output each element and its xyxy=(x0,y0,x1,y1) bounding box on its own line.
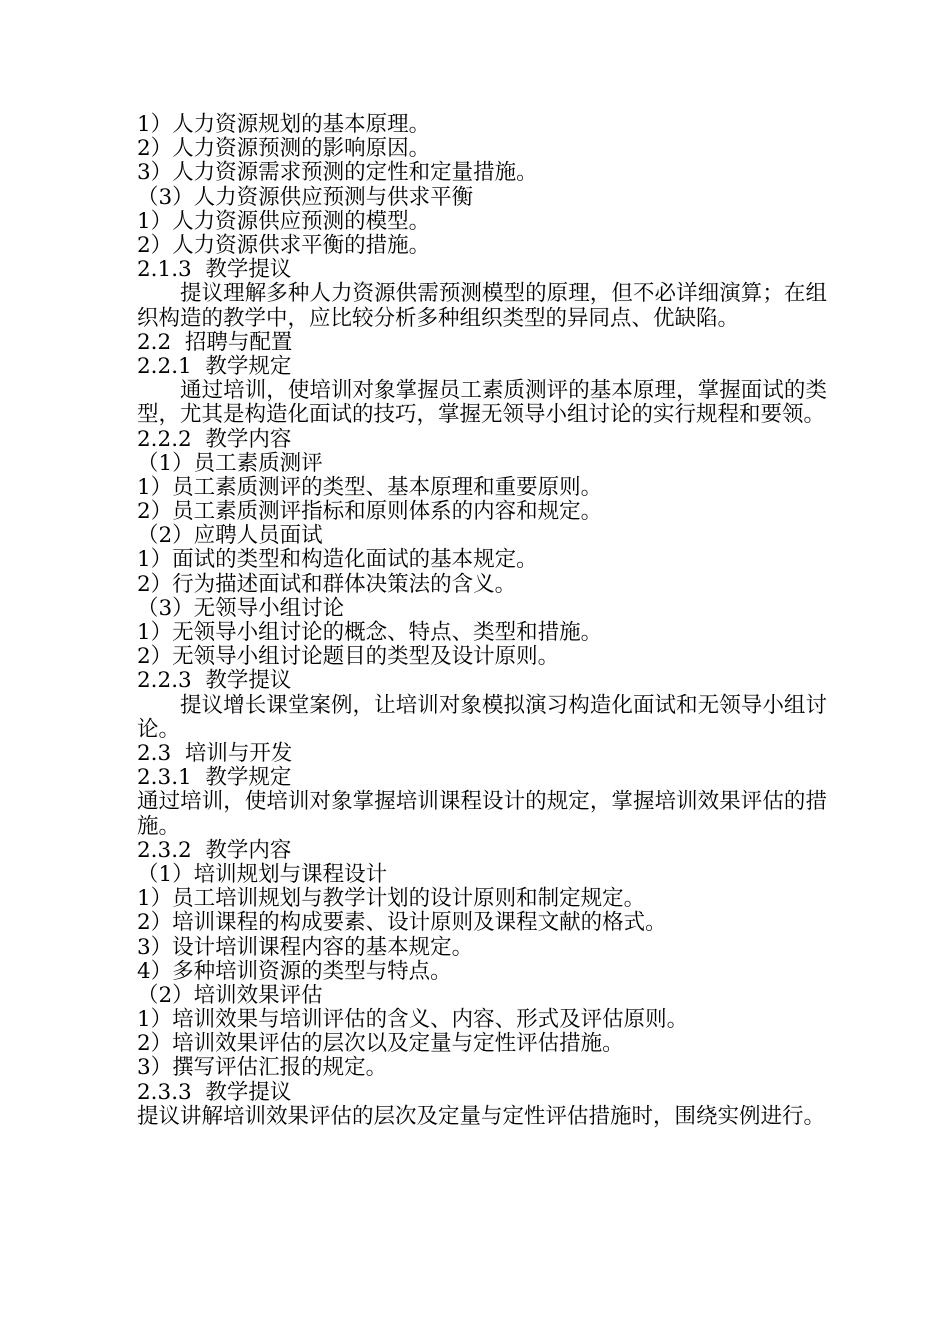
list-item: 2）员工素质测评指标和原则体系的内容和规定。 xyxy=(137,499,603,525)
section-heading: 2.3.2 教学内容 xyxy=(137,837,292,863)
list-item: 1）无领导小组讨论的概念、特点、类型和措施。 xyxy=(137,620,603,645)
section-heading: 2.2.2 教学内容 xyxy=(137,426,292,452)
list-item: 2）培训课程的构成要素、设计原则及课程文献的格式。 xyxy=(137,910,667,936)
list-item: 1）培训效果与培训评估的含义、内容、形式及评估原则。 xyxy=(137,1007,689,1033)
list-item: 1）人力资源供应预测的模型。 xyxy=(137,208,431,234)
subsection-heading: （1）培训规划与课程设计 xyxy=(137,861,388,887)
list-item: 4）多种培训资源的类型与特点。 xyxy=(137,958,452,984)
section-heading: 2.2.3 教学提议 xyxy=(137,668,292,694)
subsection-heading: （2）应聘人员面试 xyxy=(137,523,323,549)
list-item: 1）员工培训规划与教学计划的设计原则和制定规定。 xyxy=(137,886,646,912)
section-heading: 2.2.1 教学规定 xyxy=(137,353,292,379)
subsection-heading: （3）无领导小组讨论 xyxy=(137,595,345,621)
list-item: 3）撰写评估汇报的规定。 xyxy=(137,1055,388,1081)
body-paragraph: 通过培训，使培训对象掌握培训课程设计的规定，掌握培训效果评估的措施。 xyxy=(137,789,827,839)
list-item: 2）人力资源供求平衡的措施。 xyxy=(137,232,431,258)
subsection-heading: （1）员工素质测评 xyxy=(137,450,323,476)
list-item: 1）人力资源规划的基本原理。 xyxy=(137,112,431,137)
document-page xyxy=(137,113,827,1129)
list-item: 2）行为描述面试和群体决策法的含义。 xyxy=(137,571,517,597)
subsection-heading: （2）培训效果评估 xyxy=(137,982,323,1008)
list-item: 3）人力资源需求预测的定性和定量措施。 xyxy=(137,160,538,186)
body-paragraph: 提议讲解培训效果评估的层次及定量与定性评估措施时，围绕实例进行。 xyxy=(137,1103,826,1129)
body-paragraph: 提议理解多种人力资源供需预测模型的原理，但不必详细演算；在组织构造的教学中，应比较分析多种组织类型的异同点、优缺陷。 xyxy=(137,281,827,331)
list-item: 2）培训效果评估的层次以及定量与定性评估措施。 xyxy=(137,1031,624,1057)
section-heading: 2.3 培训与开发 xyxy=(137,740,293,766)
body-paragraph: 提议增长课堂案例，让培训对象模拟演习构造化面试和无领导小组讨论。 xyxy=(137,692,827,742)
section-heading: 2.3.3 教学提议 xyxy=(137,1079,292,1105)
list-item: 3）设计培训课程内容的基本规定。 xyxy=(137,934,474,960)
list-item: 2）无领导小组讨论题目的类型及设计原则。 xyxy=(137,644,560,670)
body-paragraph: 通过培训，使培训对象掌握员工素质测评的基本原理，掌握面试的类型，尤其是构造化面试的技巧，掌握无领导小组讨论的实行规程和要领。 xyxy=(137,378,827,428)
section-heading: 2.3.1 教学规定 xyxy=(137,765,292,791)
subsection-heading: （3）人力资源供应预测与供求平衡 xyxy=(137,184,474,210)
section-heading: 2.2 招聘与配置 xyxy=(137,329,293,355)
section-heading: 2.1.3 教学提议 xyxy=(137,257,292,283)
list-item: 1）面试的类型和构造化面试的基本规定。 xyxy=(137,547,538,573)
list-item: 2）人力资源预测的影响原因。 xyxy=(137,136,431,162)
list-item: 1）员工素质测评的类型、基本原理和重要原则。 xyxy=(137,474,603,500)
